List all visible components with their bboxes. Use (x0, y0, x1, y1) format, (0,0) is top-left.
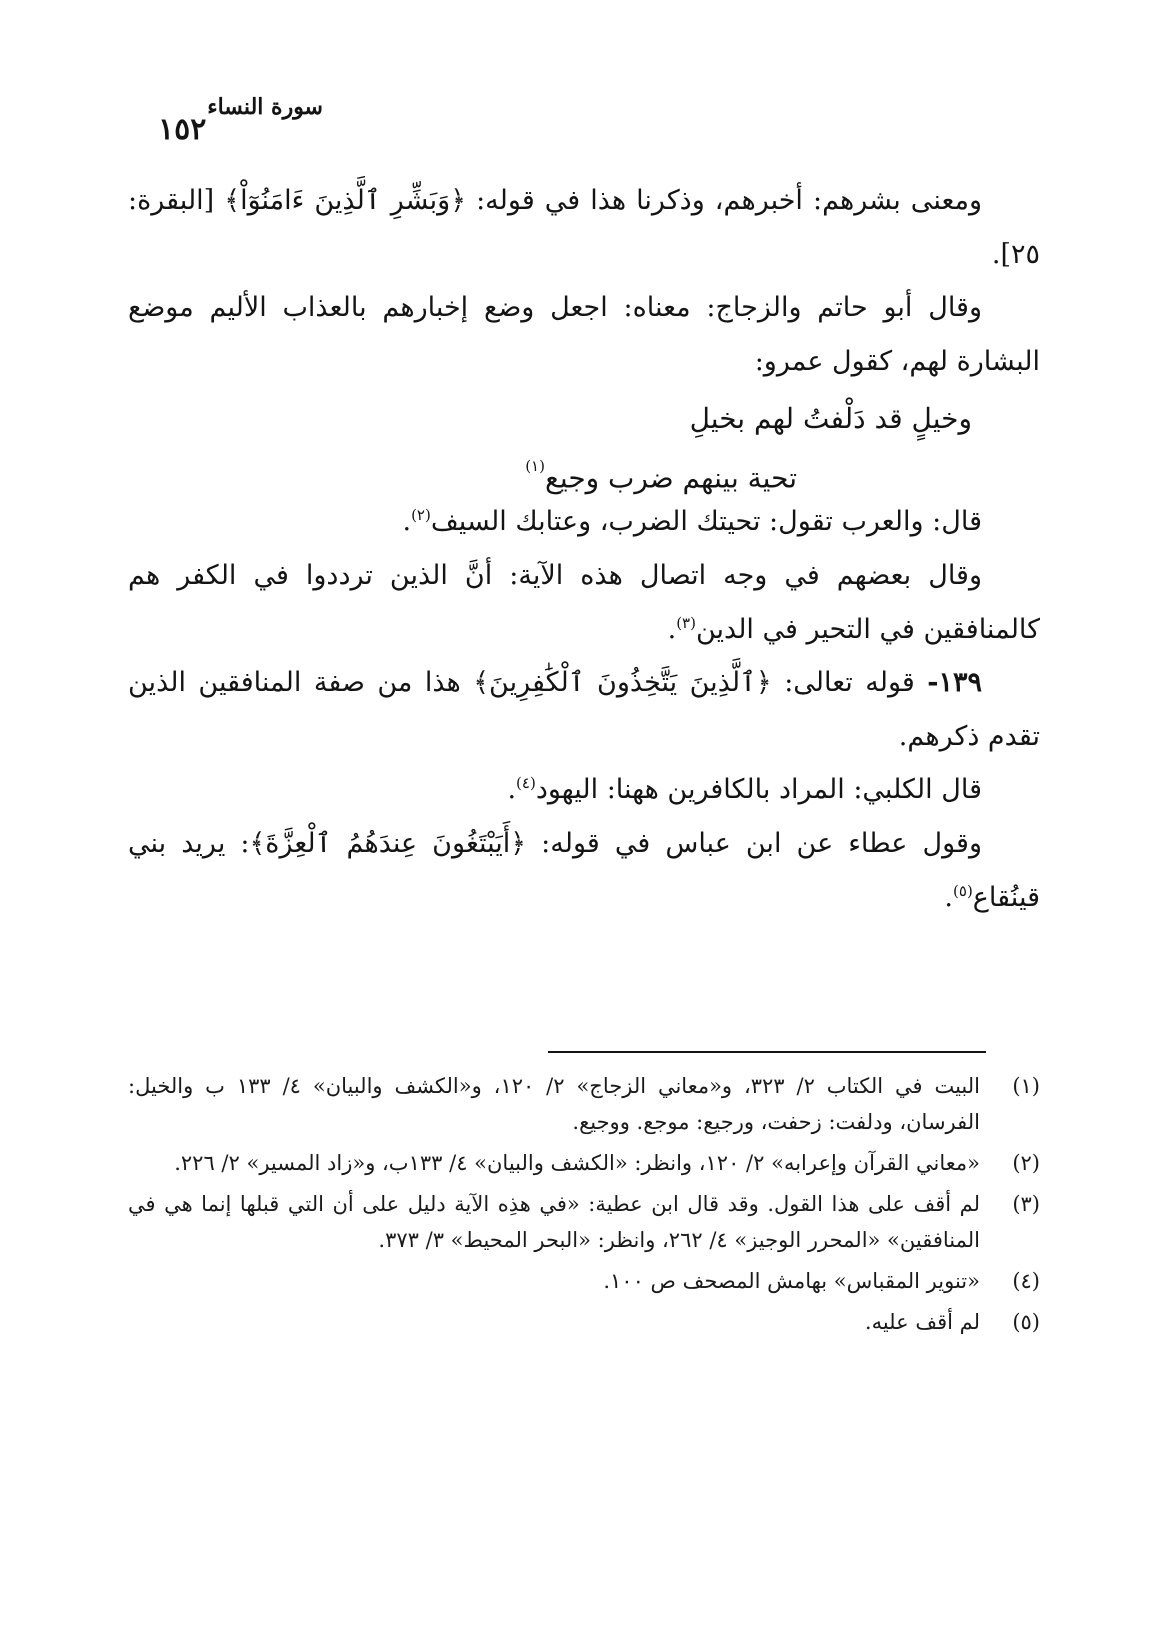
footnote-item (128, 1263, 1040, 1299)
paragraph: ومعنى بشرهم: أخبرهم، وذكرنا هذا في قوله: ﴿وَبَشِّرِ ٱلَّذِينَ ءَامَنُوٓاْ﴾ [البقرة: ٢٥]. (128, 185, 1040, 270)
footnote-ref: (٤) (516, 774, 536, 793)
footnote-text: «تنوير المقباس» بهامش المصحف ص ١٠٠. (603, 1269, 980, 1293)
footnote-text: «معاني القرآن وإعرابه» ٢/ ١٢٠، وانظر: «الكشف والبيان» ٤/ ١٣٣ب، و«زاد المسير» ٢/ ٢٢٦. (174, 1151, 980, 1175)
paragraph-end: . (507, 774, 517, 806)
footnote-number: (٢) (1012, 1151, 1040, 1175)
paragraph (128, 763, 1040, 817)
paragraph: وقال أبو حاتم والزجاج: معناه: اجعل وضع إخبارهم بالعذاب الأليم موضع البشارة لهم، كقول عمرو: (128, 292, 1040, 377)
paragraph-text: قال الكلبي: المراد بالكافرين ههنا: اليهود (535, 774, 982, 806)
footnote-ref: (٢) (411, 506, 431, 525)
paragraph (128, 817, 1040, 924)
footnote-number: (٣) (1012, 1192, 1040, 1216)
poem-verse (128, 388, 1040, 495)
footnote-item (128, 1145, 1040, 1181)
footnote-number: (١) (1012, 1074, 1040, 1098)
footnote-number: (٤) (1012, 1269, 1040, 1293)
footnote-text: لم أقف عليه. (864, 1310, 980, 1334)
footnote-text: لم أقف على هذا القول. وقد قال ابن عطية: «في هذِه الآية دليل على أن التي قبلها إنما هي في المنافقين» «المحرر الوجيز» ٤/ ٢٦٢، وانظر: «البحر المحيط» ٣/ ٣٧٣. (128, 1192, 980, 1252)
footnote-ref: (١) (525, 457, 545, 476)
running-header-title: سورة النساء (207, 94, 323, 120)
verse-number: ١٣٩- (927, 667, 982, 699)
paragraph-end: . (402, 506, 412, 538)
footnote-number: (٥) (1012, 1310, 1040, 1334)
footnotes (128, 1068, 1040, 1345)
footnote-item (128, 1186, 1040, 1258)
paragraph-text: وقال بعضهم في وجه اتصال هذه الآية: أنَّ الذين ترددوا في الكفر هم كالمنافقين في التحير في الدين (128, 559, 1040, 645)
main-text (128, 174, 1040, 924)
page-number: ١٥٢ (158, 112, 207, 147)
footnote-item (128, 1068, 1040, 1140)
footnote-ref: (٣) (676, 613, 696, 632)
verse-line-2-text: تحية بينهم ضرب وجيع (544, 461, 797, 495)
paragraph-text: وقول عطاء عن ابن عباس في قوله: ﴿أَيَبْتَغُونَ عِندَهُمُ ٱلْعِزَّةَ﴾: يريد بني قينُقاع (128, 827, 1040, 913)
paragraph-text: قوله تعالى: ﴿ٱلَّذِينَ يَتَّخِذُونَ ٱلْكَٰفِرِينَ﴾ هذا من صفة المنافقين الذين تقدم ذكرهم. (128, 667, 1040, 752)
footnote-ref: (٥) (953, 881, 973, 900)
footnote-text: البيت في الكتاب ٢/ ٣٢٣، و«معاني الزجاج» ٢/ ١٢٠، و«الكشف والبيان» ٤/ ١٣٣ ب والخيل: الفرسان، ودلفت: زحفت، ورجيع: موجع. ووجيع. (128, 1074, 980, 1134)
paragraph (128, 656, 1040, 763)
paragraph-text: قال: والعرب تقول: تحيتك الضرب، وعتابك السيف (430, 506, 982, 538)
verse-line-1: وخيلٍ قد دَلْفتُ لهم بخيلِ (689, 402, 972, 436)
paragraph (128, 549, 1040, 656)
paragraph-end: . (667, 613, 677, 645)
footnote-item (128, 1304, 1040, 1340)
paragraph-end: . (944, 881, 954, 913)
footnote-separator (548, 1051, 986, 1053)
verse-line-2 (525, 446, 797, 505)
